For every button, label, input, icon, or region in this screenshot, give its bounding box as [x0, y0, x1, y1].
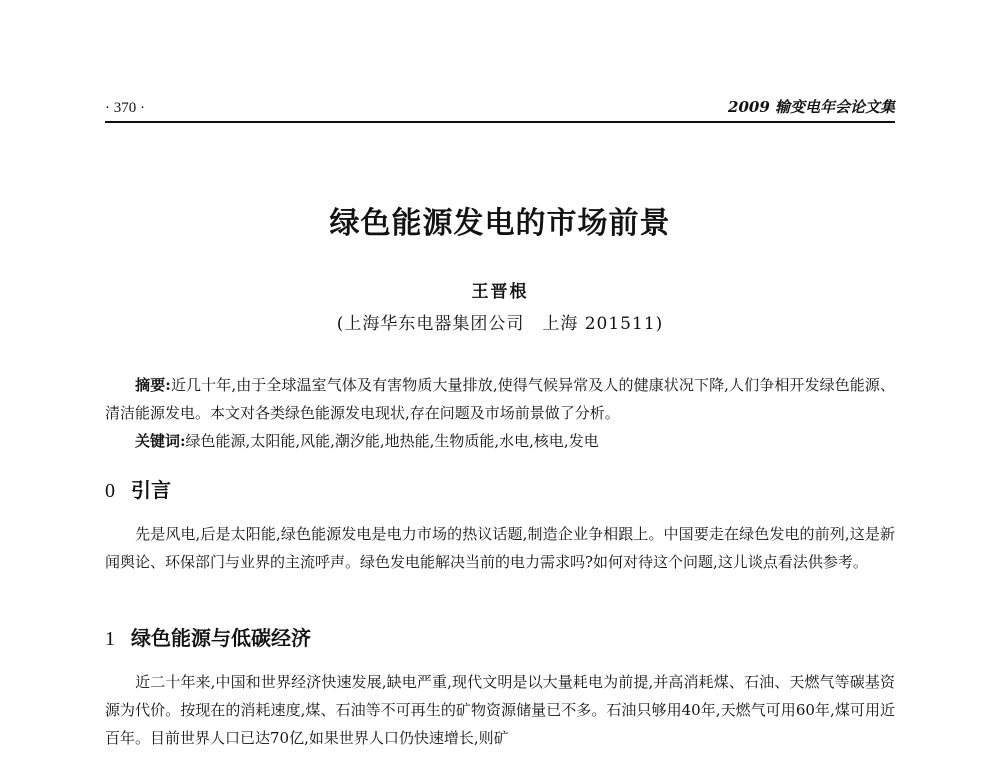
- section-body-introduction: [105, 520, 895, 576]
- section-body-green-energy: [105, 668, 895, 752]
- page-number: · 370 ·: [105, 100, 145, 116]
- abstract-text: 近几十年,由于全球温室气体及有害物质大量排放,使得气候异常及人的健康状况下降,人们争相开发绿色能源、清洁能源发电。本文对各类绿色能源发电现状,存在问题及市场前景做了分析。: [105, 376, 896, 422]
- paper-title: 绿色能源发电的市场前景: [329, 206, 671, 241]
- page-header: [105, 97, 895, 123]
- section-text: 先是风电,后是太阳能,绿色能源发电是电力市场的热议话题,制造企业争相跟上。中国要走在绿色发电的前列,这是新闻舆论、环保部门与业界的主流呼声。绿色发电能解决当前的电力需求吗?如何对待这个问题,这儿谈点看法供参考。: [105, 525, 895, 571]
- section-number: 1: [105, 628, 115, 650]
- section-number: 0: [105, 480, 115, 502]
- section-heading-introduction: [105, 474, 171, 503]
- abstract-label: 摘要:: [135, 376, 171, 394]
- keywords: [105, 427, 895, 455]
- abstract: [105, 371, 895, 427]
- author-name: 王晋根: [471, 282, 529, 302]
- section-title: 引言: [131, 478, 171, 502]
- section-text: 近二十年来,中国和世界经济快速发展,缺电严重,现代文明是以大量耗电为前提,并高消耗煤、石油、天燃气等碳基资源为代价。按现在的消耗速度,煤、石油等不可再生的矿物资源储量已不多。石油只够用40年,天燃气可用60年,煤可用近百年。目前世界人口已达70亿,如果世界人口仍快速增长,则矿: [105, 673, 895, 747]
- author-affiliation: (上海华东电器集团公司 上海 201511): [336, 314, 664, 334]
- keywords-label: 关键词:: [135, 432, 186, 450]
- section-heading-green-energy: [105, 622, 311, 651]
- journal-title: 2009 输变电年会论文集: [728, 98, 895, 116]
- section-title: 绿色能源与低碳经济: [131, 626, 311, 650]
- keywords-text: 绿色能源,太阳能,风能,潮汐能,地热能,生物质能,水电,核电,发电: [185, 432, 599, 450]
